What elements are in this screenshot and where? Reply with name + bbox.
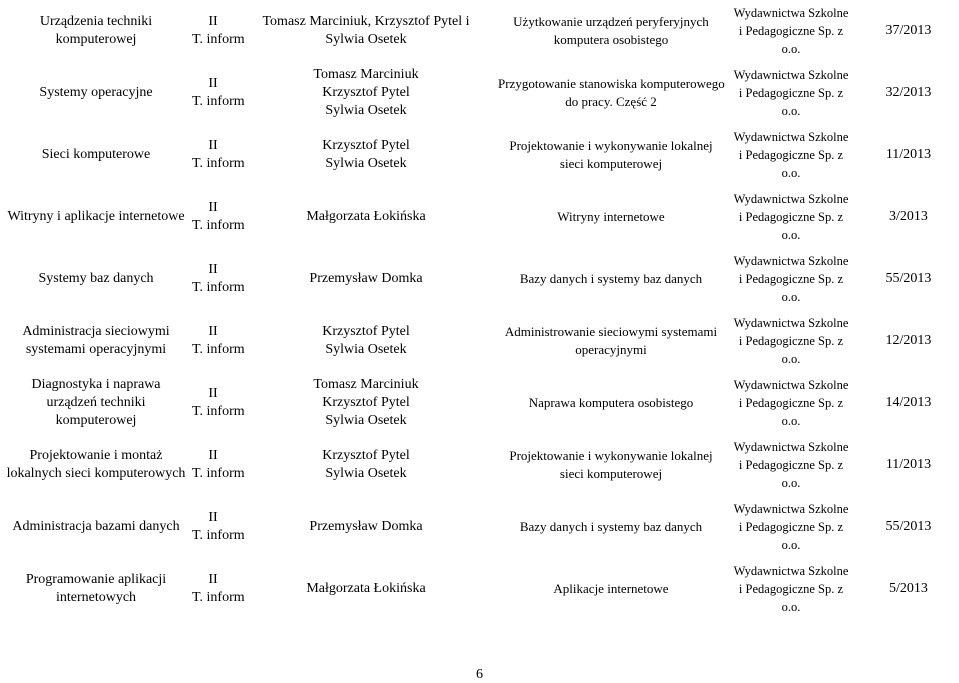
authors-cell	[234, 496, 498, 558]
subject-cell	[0, 124, 192, 186]
publisher-line: Wydawnictwa Szkolne	[733, 564, 849, 578]
authors-line: Tomasz Marciniuk	[313, 377, 419, 392]
table-row	[0, 310, 959, 372]
authors-cell	[234, 372, 498, 434]
publisher-cell	[724, 62, 858, 124]
level-line: II	[208, 572, 218, 587]
publisher-line: o.o.	[781, 166, 801, 180]
authors-cell	[234, 124, 498, 186]
publisher-line: i Pedagogiczne Sp. z	[738, 520, 844, 534]
title-cell	[498, 62, 724, 124]
level-cell	[192, 0, 245, 62]
publisher-line: o.o.	[781, 476, 801, 490]
subject-line: Diagnostyka i naprawa	[31, 377, 161, 392]
subject-line: Witryny i aplikacje internetowe	[7, 209, 185, 224]
publisher-line: Wydawnictwa Szkolne	[733, 440, 849, 454]
approval-number-cell: 55/2013	[885, 519, 932, 534]
title-line: Bazy danych i systemy baz danych	[519, 271, 703, 286]
title-line: Użytkowanie urządzeń peryferyjnych	[513, 14, 709, 29]
level-cell	[192, 62, 245, 124]
publisher-line: i Pedagogiczne Sp. z	[738, 24, 844, 38]
publisher-line: o.o.	[781, 414, 801, 428]
subject-line: Systemy operacyjne	[39, 85, 153, 100]
publisher-cell	[724, 186, 858, 248]
level-line: T. inform	[192, 342, 245, 357]
authors-line: Przemysław Domka	[309, 519, 423, 534]
title-cell	[498, 496, 724, 558]
approval-number-cell: 32/2013	[885, 85, 932, 100]
level-cell	[192, 558, 245, 620]
authors-line: Sylwia Osetek	[325, 32, 407, 47]
publisher-line: i Pedagogiczne Sp. z	[738, 458, 844, 472]
title-line: Przygotowanie stanowiska komputerowego	[498, 76, 725, 91]
publisher-line: Wydawnictwa Szkolne	[733, 254, 849, 268]
authors-cell	[234, 248, 498, 310]
publisher-line: i Pedagogiczne Sp. z	[738, 210, 844, 224]
level-cell	[192, 248, 245, 310]
authors-line: Małgorzata Łokińska	[306, 209, 426, 224]
authors-line: Tomasz Marciniuk	[313, 67, 419, 82]
page-number: 6	[476, 667, 483, 682]
subject-line: systemami operacyjnymi	[25, 342, 167, 357]
publisher-line: i Pedagogiczne Sp. z	[738, 334, 844, 348]
subject-cell	[0, 372, 192, 434]
authors-line: Krzysztof Pytel	[322, 324, 410, 339]
authors-line: Krzysztof Pytel	[322, 395, 410, 410]
title-line: sieci komputerowej	[559, 466, 663, 481]
publisher-line: i Pedagogiczne Sp. z	[738, 582, 844, 596]
authors-cell	[234, 0, 498, 62]
title-cell	[498, 558, 724, 620]
table-row	[0, 248, 959, 310]
title-line: Aplikacje internetowe	[553, 581, 669, 596]
title-line: Witryny internetowe	[557, 209, 665, 224]
level-line: II	[208, 448, 218, 463]
title-line: komputera osobistego	[553, 32, 669, 47]
level-cell	[192, 186, 245, 248]
subject-line: Administracja bazami danych	[12, 519, 180, 534]
subject-line: Programowanie aplikacji	[25, 572, 167, 587]
publisher-cell	[724, 496, 858, 558]
title-cell	[498, 434, 724, 496]
table-row	[0, 62, 959, 124]
authors-cell	[234, 62, 498, 124]
publisher-line: o.o.	[781, 538, 801, 552]
level-line: II	[208, 386, 218, 401]
table-row	[0, 496, 959, 558]
level-cell	[192, 496, 245, 558]
subject-line: Sieci komputerowe	[41, 147, 151, 162]
publisher-line: i Pedagogiczne Sp. z	[738, 148, 844, 162]
title-cell	[498, 186, 724, 248]
subject-cell	[0, 0, 192, 62]
subject-line: komputerowej	[55, 32, 137, 47]
title-line: Bazy danych i systemy baz danych	[519, 519, 703, 534]
level-line: II	[208, 76, 218, 91]
publisher-line: Wydawnictwa Szkolne	[733, 130, 849, 144]
publisher-line: o.o.	[781, 42, 801, 56]
level-line: T. inform	[192, 466, 245, 481]
publisher-cell	[724, 124, 858, 186]
title-line: do pracy. Część 2	[565, 94, 657, 109]
table-row	[0, 186, 959, 248]
publisher-line: Wydawnictwa Szkolne	[733, 378, 849, 392]
subject-line: Urządzenia techniki	[39, 14, 153, 29]
publisher-cell	[724, 434, 858, 496]
level-cell	[192, 434, 245, 496]
level-line: T. inform	[192, 156, 245, 171]
subject-line: urządzeń techniki	[46, 395, 146, 410]
publisher-cell	[724, 0, 858, 62]
subject-line: Projektowanie i montaż	[29, 448, 163, 463]
authors-line: Krzysztof Pytel	[322, 138, 410, 153]
title-cell	[498, 0, 724, 62]
publisher-line: i Pedagogiczne Sp. z	[738, 86, 844, 100]
title-cell	[498, 248, 724, 310]
subject-line: lokalnych sieci komputerowych	[6, 466, 186, 481]
authors-line: Sylwia Osetek	[325, 342, 407, 357]
title-line: Administrowanie sieciowymi systemami	[504, 324, 718, 339]
subject-cell	[0, 248, 192, 310]
approval-number-cell: 3/2013	[889, 209, 928, 224]
approval-number-cell: 5/2013	[889, 581, 928, 596]
title-line: operacyjnymi	[575, 342, 647, 357]
subject-cell	[0, 434, 192, 496]
approval-number-cell: 11/2013	[885, 147, 932, 162]
title-line: Naprawa komputera osobistego	[528, 395, 694, 410]
approval-number-cell: 37/2013	[885, 23, 932, 38]
authors-line: Sylwia Osetek	[325, 156, 407, 171]
publisher-line: Wydawnictwa Szkolne	[733, 316, 849, 330]
subject-line: internetowych	[55, 590, 137, 605]
publisher-line: Wydawnictwa Szkolne	[733, 68, 849, 82]
level-line: T. inform	[192, 280, 245, 295]
title-cell	[498, 124, 724, 186]
publisher-line: o.o.	[781, 600, 801, 614]
authors-line: Małgorzata Łokińska	[306, 581, 426, 596]
subject-cell	[0, 496, 192, 558]
publisher-line: o.o.	[781, 290, 801, 304]
authors-line: Tomasz Marciniuk, Krzysztof Pytel i	[262, 14, 470, 29]
level-line: II	[208, 14, 218, 29]
level-line: II	[208, 324, 218, 339]
publisher-line: i Pedagogiczne Sp. z	[738, 396, 844, 410]
level-cell	[192, 372, 245, 434]
publisher-line: i Pedagogiczne Sp. z	[738, 272, 844, 286]
table-row	[0, 558, 959, 620]
level-line: T. inform	[192, 218, 245, 233]
publisher-cell	[724, 310, 858, 372]
level-line: II	[208, 262, 218, 277]
publisher-cell	[724, 558, 858, 620]
level-cell	[192, 124, 245, 186]
table-row	[0, 434, 959, 496]
table-row	[0, 124, 959, 186]
table-row	[0, 372, 959, 434]
level-line: T. inform	[192, 590, 245, 605]
level-cell	[192, 310, 245, 372]
authors-cell	[234, 310, 498, 372]
subject-cell	[0, 186, 192, 248]
approval-number-cell: 11/2013	[885, 457, 932, 472]
subject-cell	[0, 558, 192, 620]
approval-number-cell: 55/2013	[885, 271, 932, 286]
level-line: T. inform	[192, 94, 245, 109]
title-cell	[498, 372, 724, 434]
publisher-cell	[724, 248, 858, 310]
publisher-line: Wydawnictwa Szkolne	[733, 192, 849, 206]
subject-line: komputerowej	[55, 413, 137, 428]
level-line: T. inform	[192, 404, 245, 419]
level-line: II	[208, 510, 218, 525]
subject-line: Systemy baz danych	[38, 271, 154, 286]
title-line: Projektowanie i wykonywanie lokalnej	[509, 448, 713, 463]
publisher-line: o.o.	[781, 228, 801, 242]
authors-line: Krzysztof Pytel	[322, 448, 410, 463]
table-row	[0, 0, 959, 62]
authors-line: Sylwia Osetek	[325, 103, 407, 118]
authors-cell	[234, 186, 498, 248]
authors-line: Sylwia Osetek	[325, 413, 407, 428]
title-line: sieci komputerowej	[559, 156, 663, 171]
authors-line: Sylwia Osetek	[325, 466, 407, 481]
authors-line: Przemysław Domka	[309, 271, 423, 286]
publisher-line: o.o.	[781, 352, 801, 366]
publisher-line: Wydawnictwa Szkolne	[733, 502, 849, 516]
title-cell	[498, 310, 724, 372]
subject-cell	[0, 310, 192, 372]
level-line: II	[208, 138, 218, 153]
approval-number-cell: 14/2013	[885, 395, 932, 410]
approval-number-cell: 12/2013	[885, 333, 932, 348]
authors-cell	[234, 558, 498, 620]
publisher-cell	[724, 372, 858, 434]
publisher-line: Wydawnictwa Szkolne	[733, 6, 849, 20]
authors-cell	[234, 434, 498, 496]
title-line: Projektowanie i wykonywanie lokalnej	[509, 138, 713, 153]
level-line: T. inform	[192, 528, 245, 543]
authors-line: Krzysztof Pytel	[322, 85, 410, 100]
subject-cell	[0, 62, 192, 124]
publisher-line: o.o.	[781, 104, 801, 118]
subject-line: Administracja sieciowymi	[22, 324, 170, 339]
level-line: II	[208, 200, 218, 215]
level-line: T. inform	[192, 32, 245, 47]
